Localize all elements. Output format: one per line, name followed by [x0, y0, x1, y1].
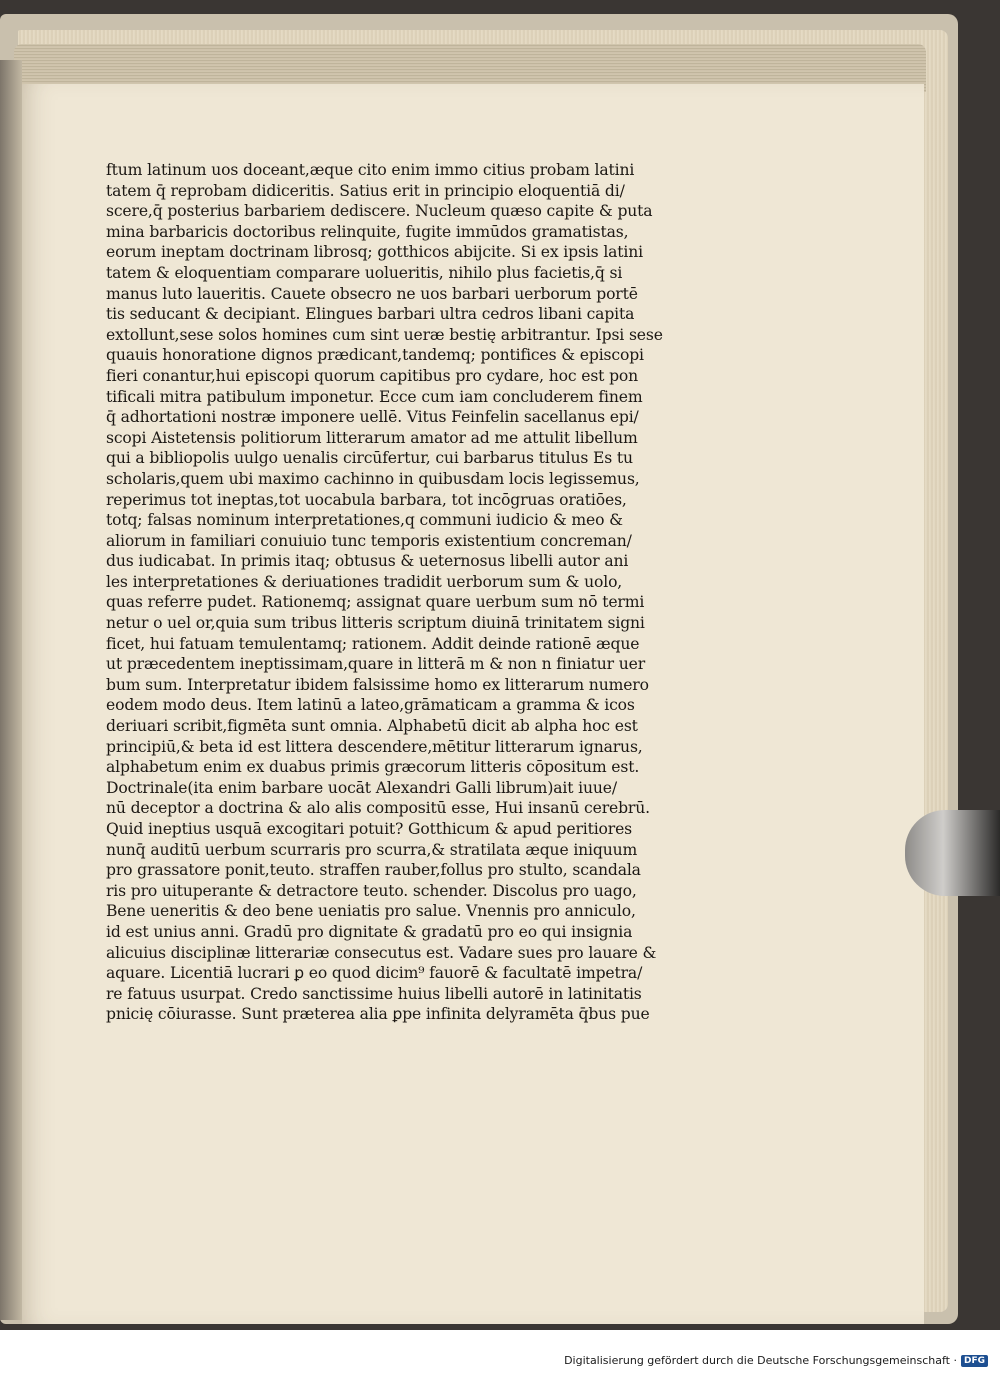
text-line: reperimus tot ineptas,tot uocabula barbara, tot incōgruas oratiōes,: [106, 490, 627, 509]
text-line: alphabetum enim ex duabus primis græcorum litteris cōpositum est.: [106, 758, 640, 777]
text-line: ut præcedentem ineptissimam,quare in litterā m & non n finiatur uer: [106, 655, 646, 674]
text-line: netur o uel or,quia sum tribus litteris scriptum diuinā trinitatem signi: [106, 614, 645, 633]
text-line: deriuari scribit,figmēta sunt omnia. Alphabetū dicit ab alpha hoc est: [106, 717, 638, 736]
text-line: aquare. Licentiā lucrari ꝑ eo quod dicim⁹ fauorē & facultatē impetra/: [106, 964, 643, 983]
text-line: scopi Aistetensis politiorum litterarum amator ad me attulit libellum: [106, 428, 638, 447]
text-line: scere,q̄ posterius barbariem dediscere. Nucleum quæso capite & puta: [106, 202, 653, 221]
text-line: tatem & eloquentiam comparare uolueritis, nihilo plus facietis,q̄ si: [106, 263, 623, 282]
text-line: dus iudicabat. In primis itaq; obtusus & ueternosus libelli autor ani: [106, 552, 629, 571]
credit-text: Digitalisierung gefördert durch die Deutsche Forschungsgemeinschaft ·: [564, 1354, 957, 1367]
text-line: pro grassatore ponit,teuto. straffen rauber,follus pro stulto, scandala: [106, 861, 641, 880]
digitization-credit: [564, 1354, 988, 1367]
text-line: extollunt,sese solos homines cum sint ueræ bestię arbitrantur. Ipsi sese: [106, 325, 663, 344]
printed-text-block: [106, 160, 742, 1025]
text-line: pnicię cōiurasse. Sunt præterea alia ꝑpe infinita delyramēta q̄bus pue: [106, 1005, 650, 1024]
text-line: bum sum. Interpretatur ibidem falsissime homo ex litterarum numero: [106, 675, 649, 694]
dfg-logo: DFG: [961, 1355, 988, 1367]
text-line: scholaris,quem ubi maximo cachinno in quibusdam locis legissemus,: [106, 469, 640, 488]
gutter-edge: [0, 60, 22, 1320]
text-line: ris pro uituperante & detractore teuto. schender. Discolus pro uago,: [106, 881, 637, 900]
text-line: quas referre pudet. Rationemq; assignat quare uerbum sum nō termi: [106, 593, 645, 612]
text-line: les interpretationes & deriuationes tradidit uerborum sum & uolo,: [106, 572, 623, 591]
text-line: mina barbaricis doctoribus relinquite, fugite immūdos gramatistas,: [106, 222, 629, 241]
text-line: tificali mitra patibulum imponetur. Ecce cum iam concluderem finem: [106, 387, 643, 406]
text-line: ficet, hui fatuam temulentamq; rationem. Addit deinde rationē æque: [106, 634, 640, 653]
text-line: q̄ adhortationi nostræ imponere uellē. Vitus Feinfelin sacellanus epi/: [106, 408, 639, 427]
text-line: Doctrinale(ita enim barbare uocāt Alexandri Galli librum)ait iuue/: [106, 778, 617, 797]
text-line: re fatuus usurpat. Credo sanctissime huius libelli autorē in latinitatis: [106, 984, 642, 1003]
bookmark-clip: [905, 810, 1000, 896]
text-line: tatem q̄ reprobam didiceritis. Satius erit in principio eloquentiā di/: [106, 181, 625, 200]
text-line: tis seducant & decipiant. Elingues barbari ultra cedros libani capita: [106, 305, 635, 324]
text-line: Bene ueneritis & deo bene ueniatis pro salue. Vnennis pro anniculo,: [106, 902, 636, 921]
text-line: id est unius anni. Gradū pro dignitate & gradatū pro eo qui insignia: [106, 922, 633, 941]
text-line: aliorum in familiari conuiuio tunc temporis existentium concreman/: [106, 531, 632, 550]
text-line: qui a bibliopolis uulgo uenalis circūfertur, cui barbarus titulus Es tu: [106, 449, 633, 468]
text-line: quauis honoratione dignos prædicant,tandemq; pontifices & episcopi: [106, 346, 644, 365]
text-line: Quid ineptius usquā excogitari potuit? Gotthicum & apud peritiores: [106, 820, 633, 838]
text-line: fieri conantur,hui episcopi quorum capitibus pro cydare, hoc est pon: [106, 366, 639, 385]
text-line: eorum ineptam doctrinam librosq; gotthicos abijcite. Si ex ipsis latini: [106, 243, 643, 262]
text-line: nū deceptor a doctrina & alo alis compositū esse, Hui insanū cerebrū.: [106, 799, 650, 818]
text-line: manus luto laueritis. Cauete obsecro ne uos barbari uerborum portē: [106, 284, 638, 303]
text-line: alicuius disciplinæ litterariæ consecutus est. Vadare sues pro lauare &: [106, 943, 657, 962]
text-line: eodem modo deus. Item latinū a lateo,grāmaticam a gramma & icos: [106, 696, 635, 715]
text-line: ftum latinum uos doceant,æque cito enim immo citius probam latini: [106, 161, 635, 179]
text-line: principiū,& beta id est littera descendere,mētitur litterarum ignarus,: [106, 737, 643, 756]
text-line: totq; falsas nominum interpretationes,q communi iudicio & meo &: [106, 511, 623, 530]
text-line: nunq̄ auditū uerbum scurraris pro scurra,& stratilata æque iniquum: [106, 840, 638, 859]
